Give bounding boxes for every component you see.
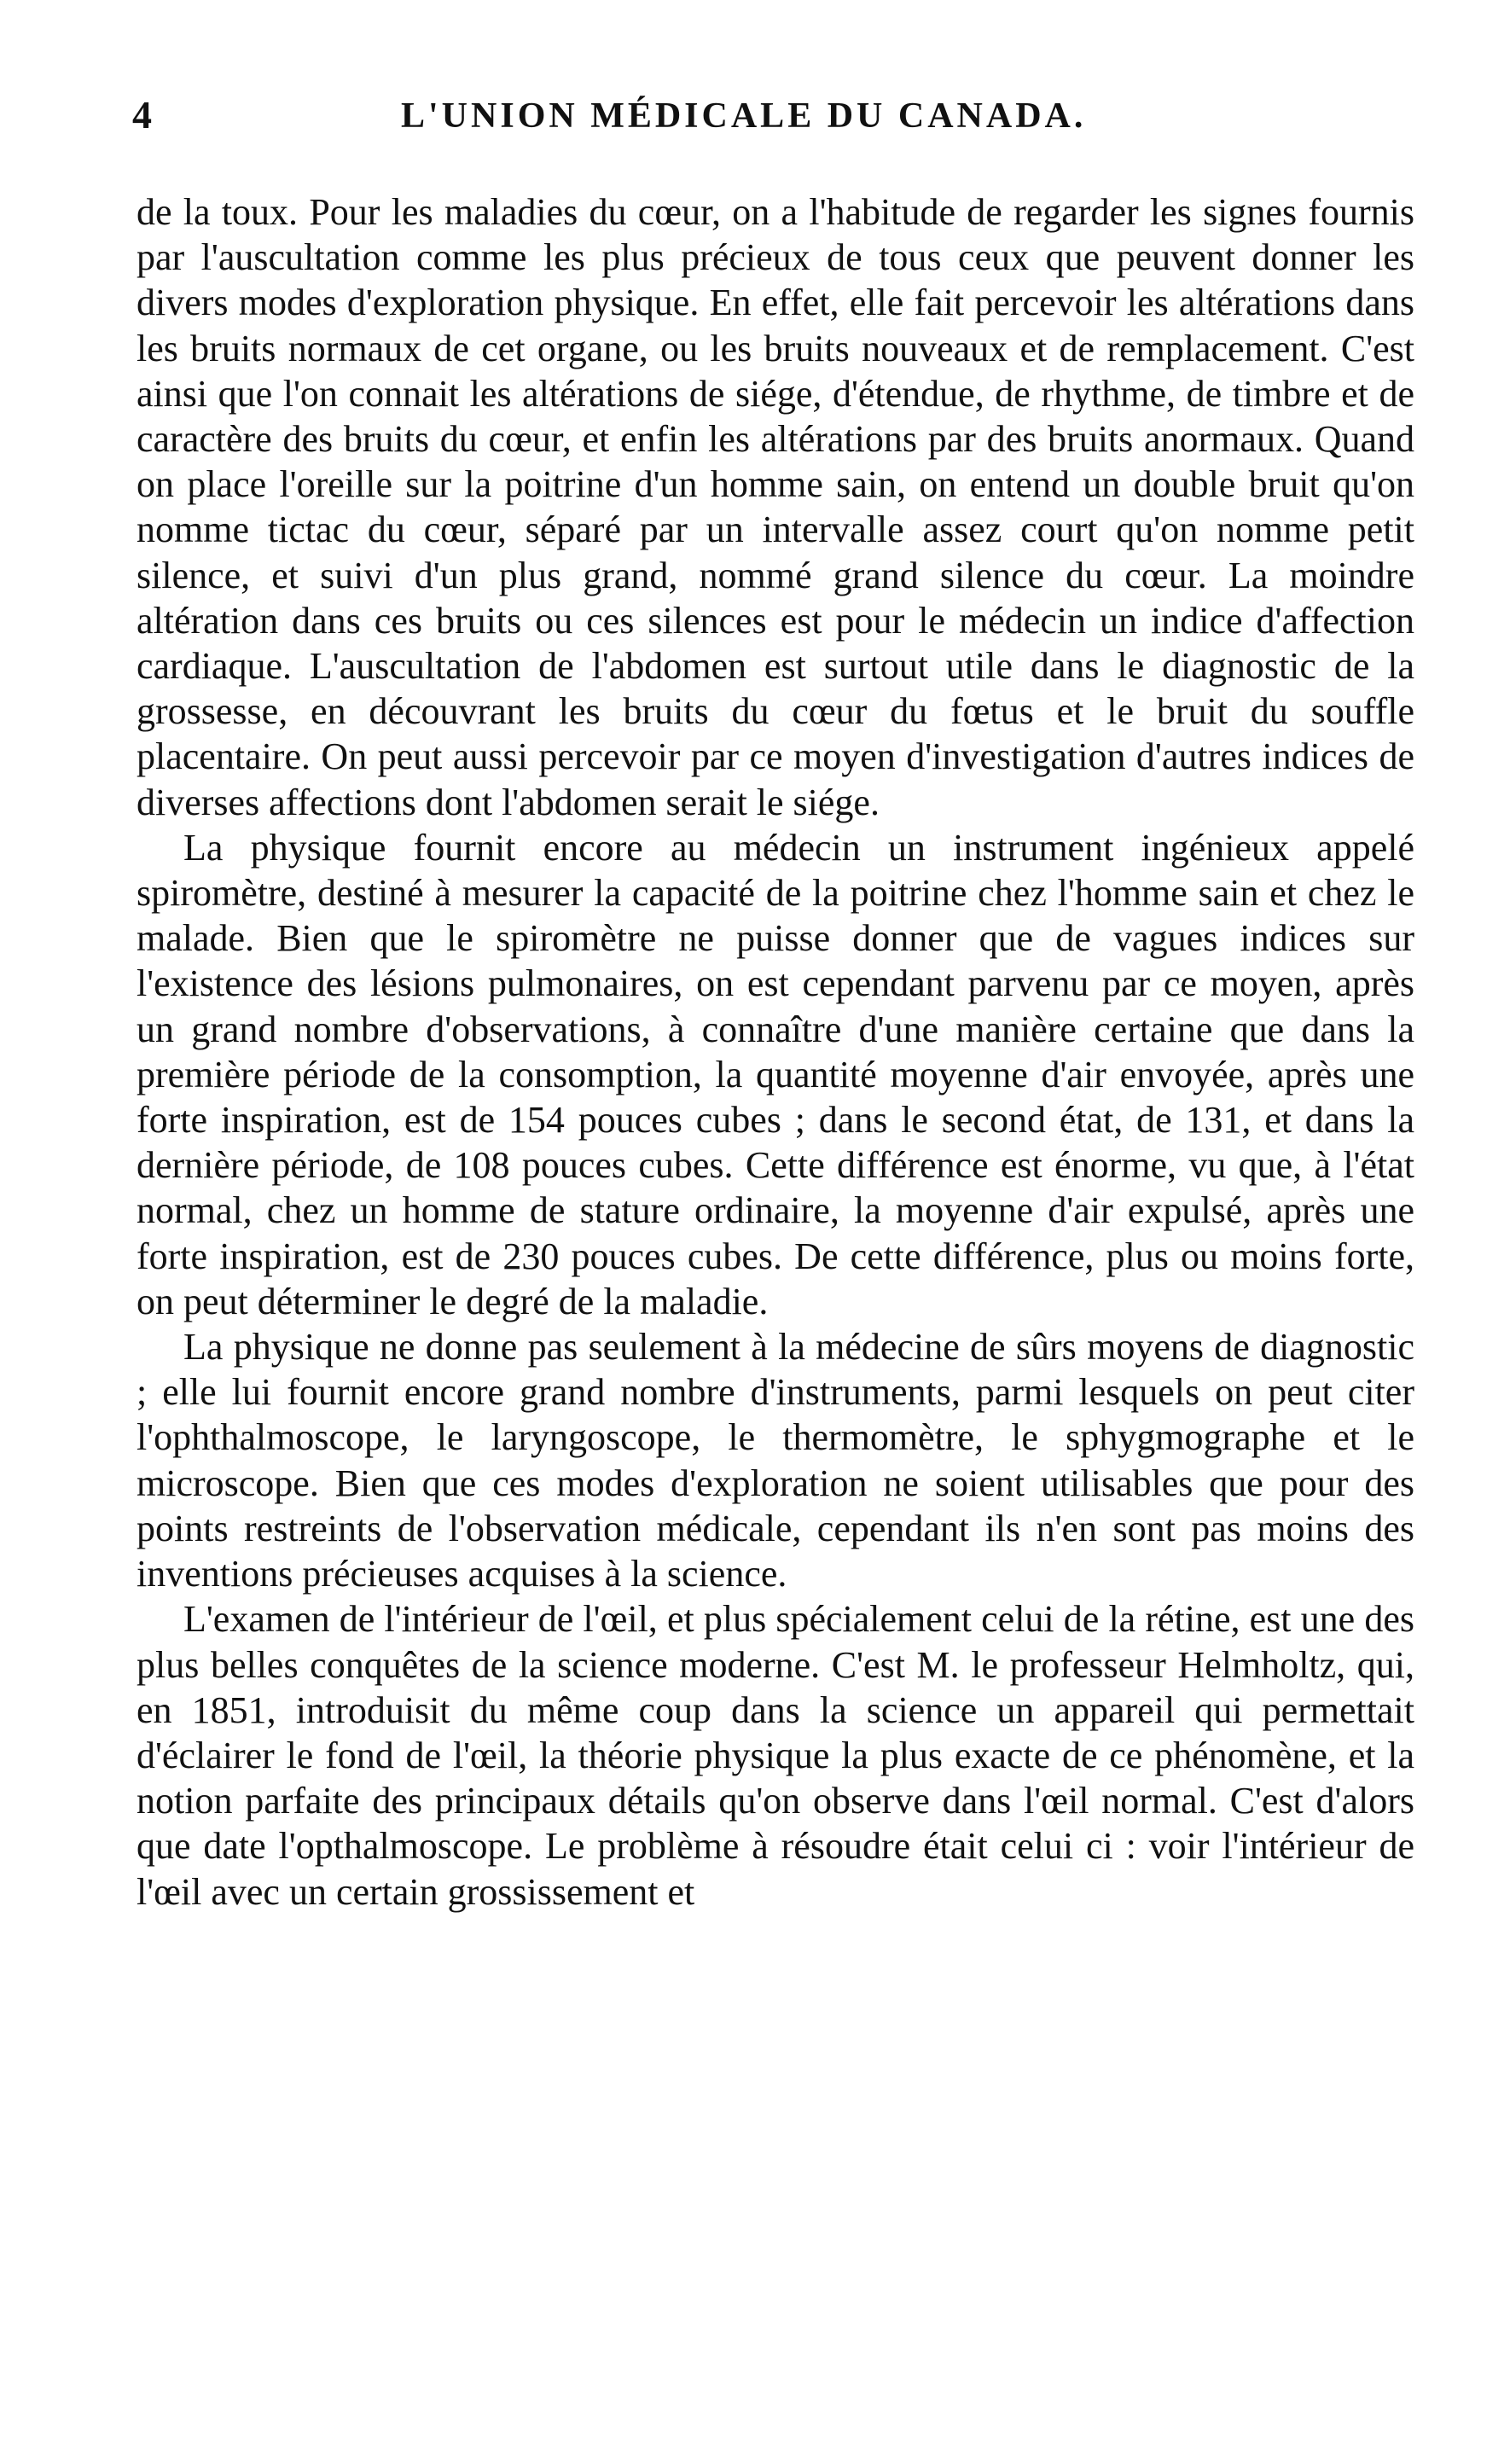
paragraph-4: L'examen de l'intérieur de l'œil, et plus spécialement celui de la rétine, est une des plus belles conquêtes de la science moderne. C'est M. le professeur Helmholtz, qui, en 1851, introduisit du même coup dans la science un appareil qui permettait d'éclairer le fond de l'œil, la théorie physique la plus exacte de ce phénomène, et la notion parfaite des principaux détails qu'on observe dans l'œil normal. C'est d'alors que date l'opthalmoscope. Le problème à résoudre était celui ci : voir l'intérieur de l'œil avec un certain grossissement et bbox=[136, 1598, 1414, 1913]
paragraph-3: La physique ne donne pas seulement à la médecine de sûrs moyens de diagnostic ; elle lui fournit encore grand nombre d'instruments, parmi lesquels on peut citer l'ophthalmoscope, le laryngoscope, le thermomètre, le sphygmographe et le microscope. Bien que ces modes d'exploration ne soient utilisables que pour des points restreints de l'observation médicale, cependant ils n'en sont pas moins des inventions précieuses acquises à la science. bbox=[136, 1326, 1414, 1595]
running-head: L'UNION MÉDICALE DU CANADA. bbox=[401, 96, 1087, 136]
page-number: 4 bbox=[132, 93, 152, 137]
body-text bbox=[136, 189, 1414, 1915]
paragraph-2: La physique fournit encore au médecin un instrument ingénieux appelé spiromètre, destiné à mesurer la capacité de la poitrine chez l'homme sain et chez le malade. Bien que le spiromètre ne puisse donner que de vagues indices sur l'existence des lésions pulmonaires, on est cependant parvenu par ce moyen, après un grand nombre d'observations, à connaître d'une manière certaine que dans la première période de la consomption, la quantité moyenne d'air envoyée, après une forte inspiration, est de 154 pouces cubes ; dans le second état, de 131, et dans la dernière période, de 108 pouces cubes. Cette différence est énorme, vu que, à l'état normal, chez un homme de stature ordinaire, la moyenne d'air expulsé, après une forte inspiration, est de 230 pouces cubes. De cette différence, plus ou moins forte, on peut déterminer le degré de la maladie. bbox=[136, 826, 1414, 1322]
paragraph-1: de la toux. Pour les maladies du cœur, on a l'habitude de regarder les signes fournis par l'auscultation comme les plus précieux de tous ceux que peuvent donner les divers modes d'exploration physique. En effet, elle fait percevoir les altérations dans les bruits normaux de cet organe, ou les bruits nouveaux et de remplacement. C'est ainsi que l'on connait les altérations de siége, d'étendue, de rhythme, de timbre et de caractère des bruits du cœur, et enfin les altérations par des bruits anormaux. Quand on place l'oreille sur la poitrine d'un homme sain, on entend un double bruit qu'on nomme tictac du cœur, séparé par un intervalle assez court qu'on nomme petit silence, et suivi d'un plus grand, nommé grand silence du cœur. La moindre altération dans ces bruits ou ces silences est pour le médecin un indice d'affection cardiaque. L'auscultation de l'abdomen est surtout utile dans le diagnostic de la grossesse, en découvrant les bruits du cœur du fœtus et le bruit du souffle placentaire. On peut aussi percevoir par ce moyen d'investigation d'autres indices de diverses affections dont l'abdomen serait le siége. bbox=[136, 191, 1414, 823]
